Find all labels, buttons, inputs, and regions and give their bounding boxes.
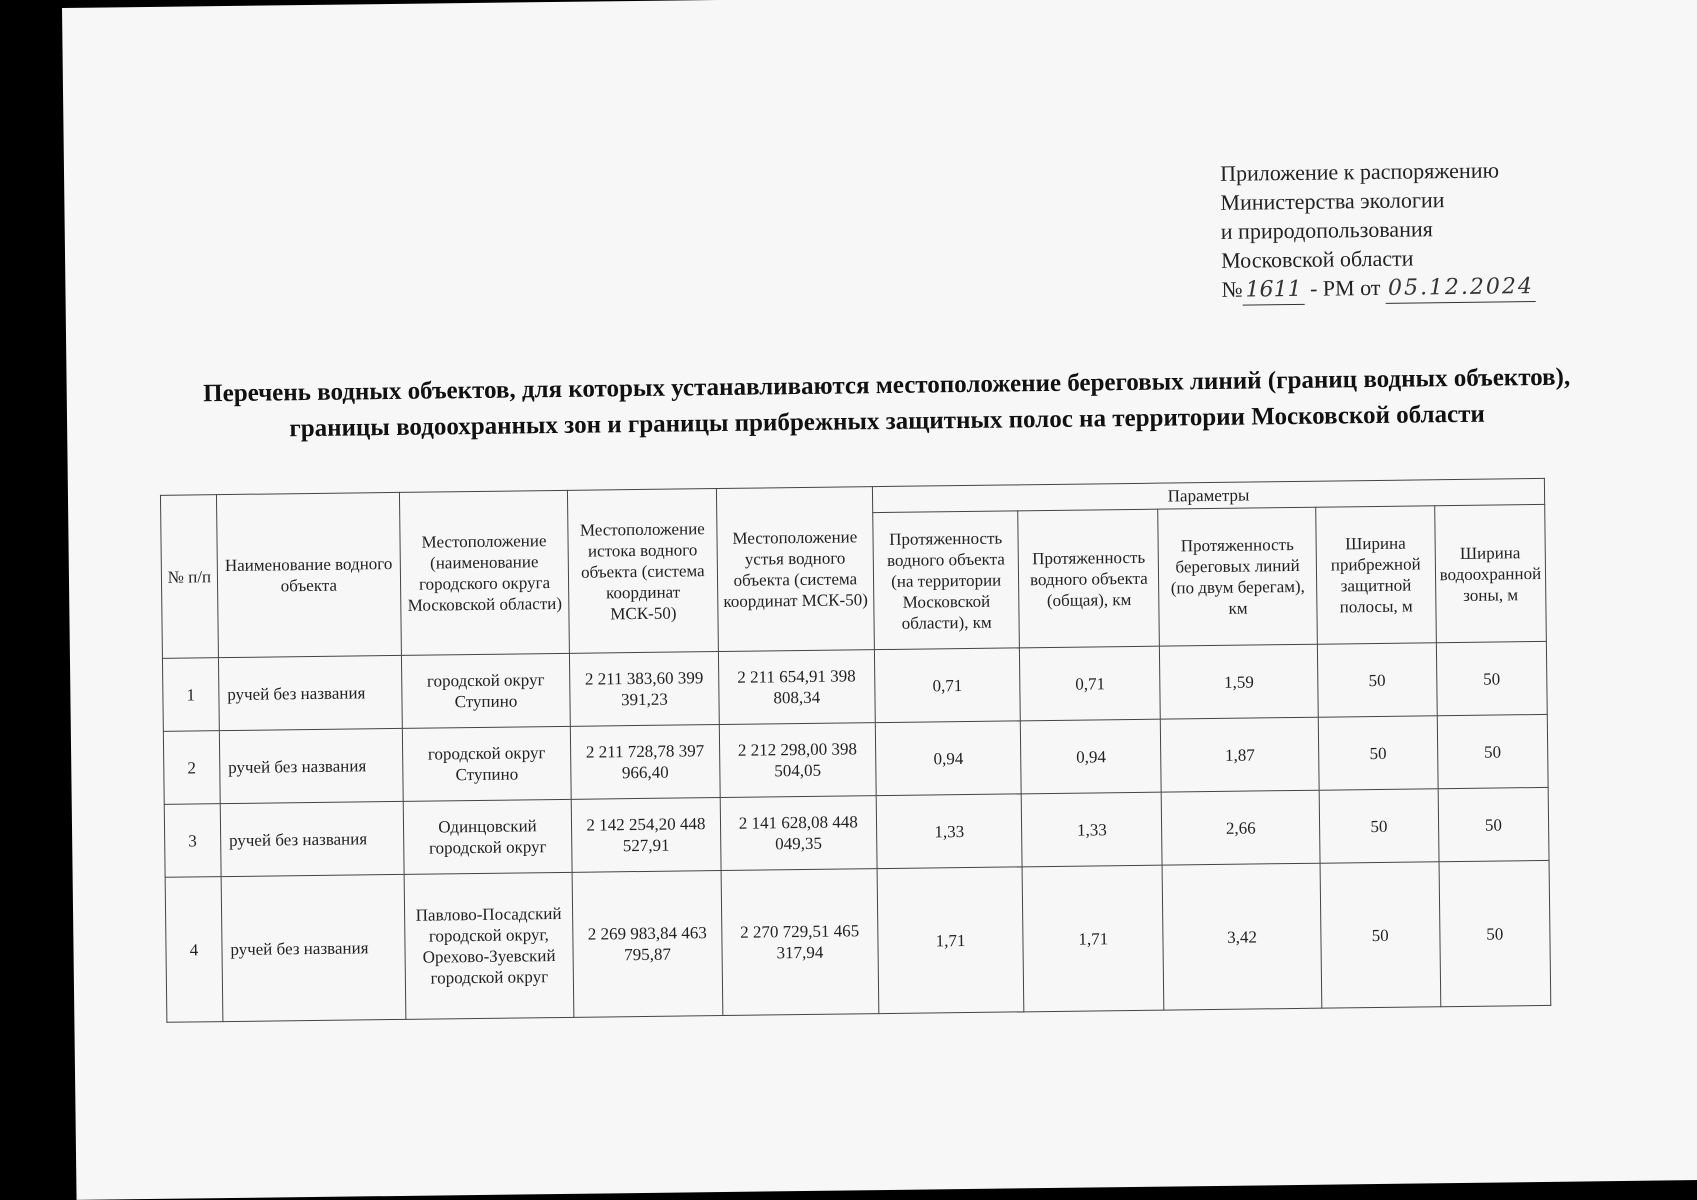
header-num: № п/п bbox=[160, 495, 218, 659]
document-title: Перечень водных объектов, для которых устанавливаются местоположение береговых линий (границ водных объектов), границы водоохранных зон и границы прибрежных защитных полос на территории Московской области bbox=[203, 363, 1571, 443]
document-page bbox=[62, 0, 1697, 1200]
cell-source: 2 269 983,84 463 795,87 bbox=[572, 871, 722, 1018]
cell-mouth: 2 211 654,91 398 808,34 bbox=[718, 650, 875, 725]
table-row bbox=[165, 860, 1551, 1022]
header-name: Наименование водного объекта bbox=[216, 492, 401, 657]
number-prefix: № bbox=[1221, 276, 1243, 302]
header-coastal-strip: Ширина прибрежной защитной полосы, м bbox=[1316, 506, 1437, 644]
cell-num: 3 bbox=[164, 804, 221, 878]
cell-length-mo: 1,33 bbox=[876, 794, 1022, 869]
number-suffix: - РМ от bbox=[1309, 274, 1381, 301]
cell-length-mo: 0,71 bbox=[874, 648, 1020, 723]
cell-water-zone: 50 bbox=[1437, 714, 1548, 788]
cell-num: 1 bbox=[162, 658, 219, 732]
cell-num: 4 bbox=[165, 877, 223, 1023]
cell-length-total: 0,94 bbox=[1021, 719, 1162, 794]
cell-length-mo: 0,94 bbox=[875, 721, 1021, 796]
cell-coastal-strip: 50 bbox=[1319, 789, 1439, 863]
cell-source: 2 211 383,60 399 391,23 bbox=[570, 652, 719, 727]
cell-name: ручей без названия bbox=[219, 728, 403, 803]
header-shoreline: Протяженность береговых линий (по двум берегам), км bbox=[1158, 507, 1317, 646]
header-mouth: Местоположение устья водного объекта (система координат МСК-50) bbox=[716, 487, 874, 652]
cell-shoreline: 1,59 bbox=[1160, 644, 1318, 719]
header-params-group: Параметры bbox=[872, 478, 1544, 512]
cell-length-mo: 1,71 bbox=[877, 867, 1024, 1014]
cell-water-zone: 50 bbox=[1436, 641, 1547, 715]
header-location: Местоположение (наименование городского округа Московской области) bbox=[399, 490, 570, 655]
cell-length-total: 1,33 bbox=[1021, 792, 1162, 867]
cell-shoreline: 3,42 bbox=[1162, 863, 1321, 1010]
cell-location: городской округ Ступино bbox=[401, 653, 570, 728]
order-number: 1611 bbox=[1242, 275, 1304, 306]
header-source: Местоположение истока водного объекта (система координат МСК-50) bbox=[568, 489, 718, 654]
cell-coastal-strip: 50 bbox=[1317, 643, 1437, 717]
header-length-total: Протяженность водного объекта (общая), км bbox=[1018, 509, 1160, 648]
order-date: 05.12.2024 bbox=[1386, 272, 1536, 304]
appendix-line-2: Министерства экологии bbox=[1220, 187, 1445, 215]
cell-length-total: 1,71 bbox=[1022, 865, 1164, 1012]
appendix-line-4: Московской области bbox=[1221, 245, 1414, 273]
cell-name: ручей без названия bbox=[221, 874, 406, 1021]
cell-num: 2 bbox=[163, 731, 220, 805]
order-number-line bbox=[1221, 271, 1536, 306]
cell-coastal-strip: 50 bbox=[1320, 862, 1441, 1008]
cell-mouth: 2 270 729,51 465 317,94 bbox=[721, 869, 879, 1016]
cell-shoreline: 2,66 bbox=[1162, 790, 1320, 865]
cell-name: ручей без названия bbox=[218, 655, 402, 730]
header-length-mo: Протяженность водного объекта (на территории Московской области), км bbox=[873, 511, 1020, 650]
cell-coastal-strip: 50 bbox=[1318, 716, 1438, 790]
cell-location: городской округ Ступино bbox=[402, 726, 571, 801]
cell-water-zone: 50 bbox=[1438, 787, 1549, 861]
cell-name: ручей без названия bbox=[220, 801, 404, 876]
cell-mouth: 2 212 298,00 398 504,05 bbox=[719, 723, 876, 798]
appendix-line-1: Приложение к распоряжению bbox=[1219, 157, 1500, 186]
cell-source: 2 142 254,20 448 527,91 bbox=[572, 798, 721, 873]
water-objects-table bbox=[160, 478, 1551, 1023]
cell-mouth: 2 141 628,08 448 049,35 bbox=[720, 796, 877, 871]
appendix-note bbox=[1220, 155, 1536, 306]
cell-location: Павлово-Посадский городской округ, Орехово-Зуевский городской округ bbox=[404, 872, 574, 1019]
cell-water-zone: 50 bbox=[1439, 860, 1551, 1006]
cell-shoreline: 1,87 bbox=[1161, 717, 1319, 792]
cell-length-total: 0,71 bbox=[1020, 646, 1161, 721]
cell-source: 2 211 728,78 397 966,40 bbox=[571, 725, 720, 800]
cell-location: Одинцовский городской округ bbox=[403, 799, 572, 874]
header-water-zone: Ширина водоохранной зоны, м bbox=[1434, 504, 1546, 642]
appendix-line-3: и природопользования bbox=[1220, 216, 1433, 244]
